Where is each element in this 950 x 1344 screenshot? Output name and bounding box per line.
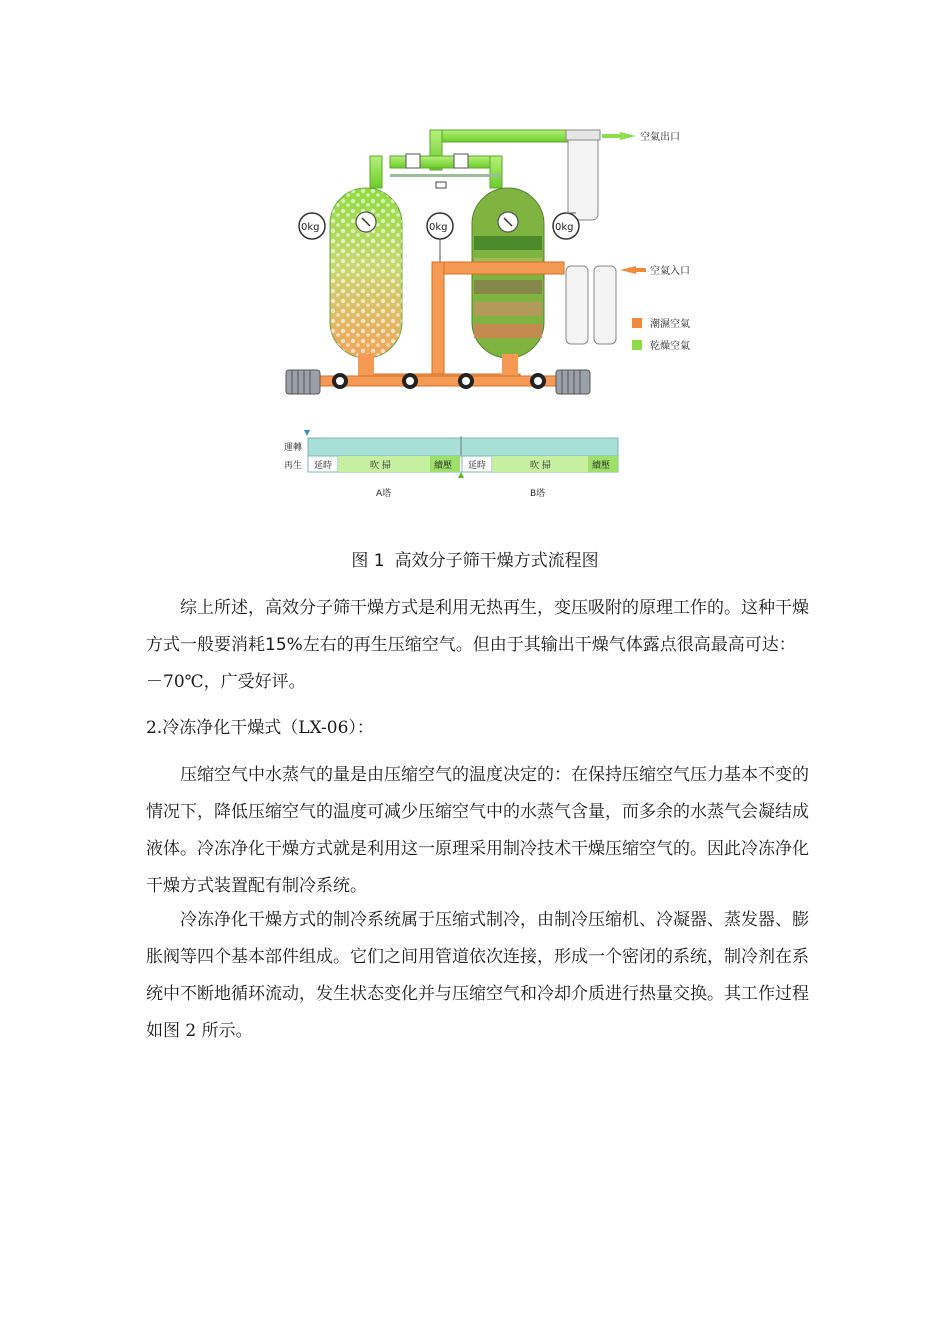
figure-caption [0,546,950,571]
tower-a-label: A塔 [376,489,392,499]
tower-b-label: B塔 [530,489,546,499]
repress-a-label: 續壓 [434,461,453,471]
caption-number: 图 1 [351,551,385,571]
caption-title: 高效分子筛干燥方式流程图 [394,551,599,571]
repress-b-label: 續壓 [592,461,611,471]
section-heading: 2.冷冻净化干燥式（LX-06）： [146,718,374,738]
paragraph-summary-percent: 15% [265,635,303,655]
delay-b-label: 延時 [468,461,487,471]
purge-a-label: 吹 掃 [370,461,391,471]
gauge-mid-label: 0kg [429,222,448,233]
legend-wet-label: 潮濕空氣 [650,319,690,330]
legend-dry-label: 乾燥空氣 [650,341,690,352]
paragraph-principle: 压缩空气中水蒸气的量是由压缩空气的温度决定的：在保持压缩空气压力基本不变的情况下，降低压缩空气的温度可减少压缩空气中的水蒸气含量，而多余的水蒸气会凝结成液体。冷冻净化干燥方式就是利用这一原理采用制冷技术干燥压缩空气的。因此冷冻净化干燥方式装置配有制冷系统。 [146,765,809,896]
legend-dry-swatch [632,340,642,350]
dryer-flow-diagram [280,118,700,510]
gauge-a-label: 0kg [301,222,320,233]
paragraph-summary-part2: 左右的再生压缩空气。但由于其输出干燥气体露点很高最高可达：－70℃，广受好评。 [146,635,796,692]
paragraph-summary-part1: 综上所述，高效分子筛干燥方式是利用无热再生，变压吸附的原理工作的。这种干燥方式一般要消耗 [146,598,809,655]
delay-a-label: 延時 [314,461,333,471]
paragraph-summary [146,590,810,701]
paragraph-refrigeration: 冷冻净化干燥方式的制冷系统属于压缩式制冷，由制冷压缩机、冷凝器、蒸发器、膨胀阀等四个基本部件组成。它们之间用管道依次连接，形成一个密闭的系统，制冷剂在系统中不断地循环流动，发生状态变化并与压缩空气和冷却介质进行热量交换。其工作过程如图 2 所示。 [146,910,809,1041]
gauge-b-label: 0kg [555,222,574,233]
air-inlet-label: 空氣入口 [650,266,690,277]
air-outlet-label: 空氣出口 [640,132,680,143]
row-regen-label: 再生 [284,461,303,471]
row-run-label: 運轉 [284,443,303,453]
legend-wet-swatch [632,318,642,328]
purge-b-label: 吹 掃 [530,461,551,471]
